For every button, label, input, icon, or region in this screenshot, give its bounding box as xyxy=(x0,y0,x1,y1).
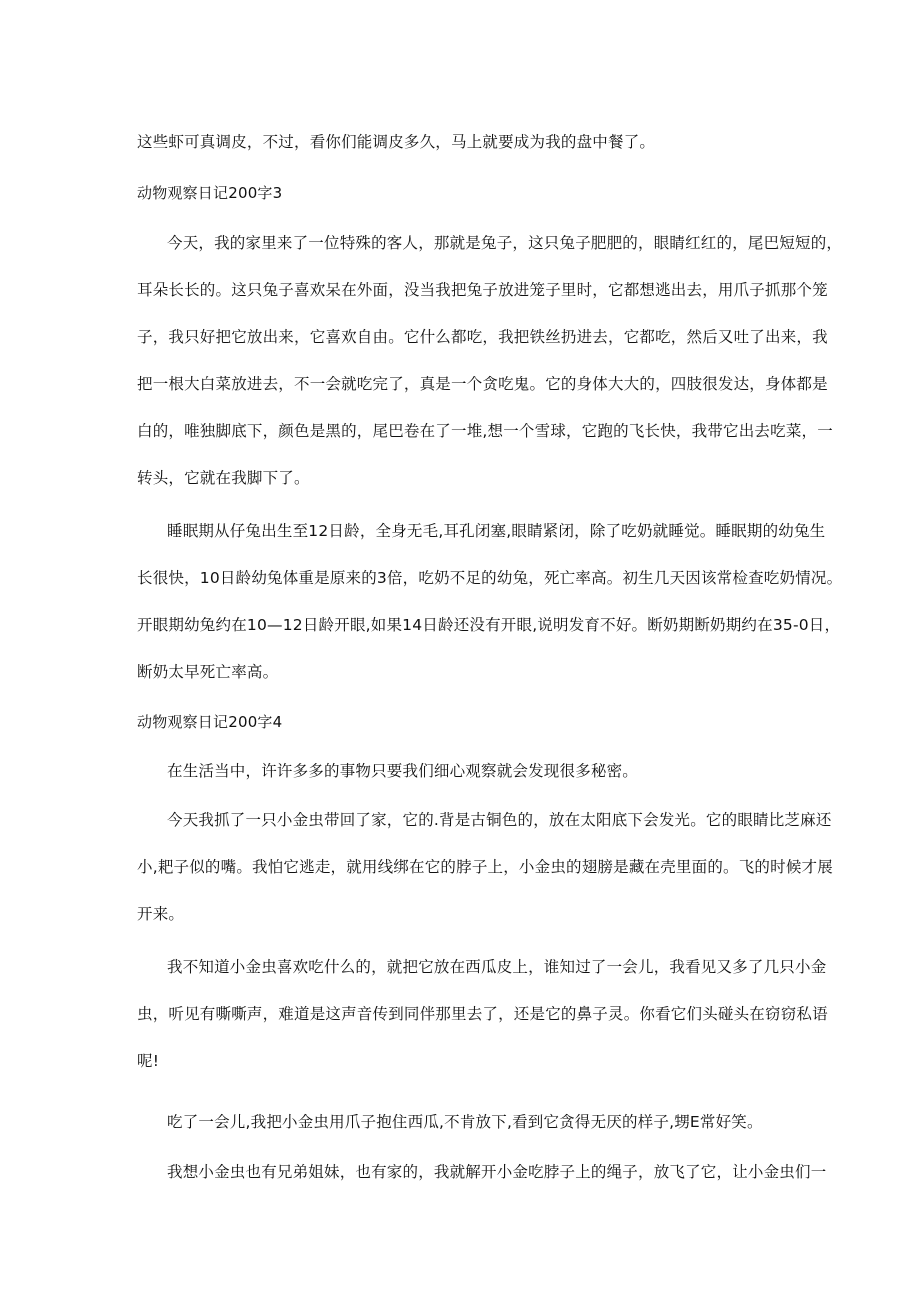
section-3-paragraph-1-line-2: 耳朵长长的。这只兔子喜欢呆在外面，没当我把兔子放进笼子里时，它都想逃出去，用爪子抓那个笼 xyxy=(137,281,828,299)
section-3-paragraph-1-line-1: 今天，我的家里来了一位特殊的客人，那就是兔子，这只兔子肥肥的，眼睛红红的，尾巴短短的， xyxy=(167,234,843,252)
section-3-paragraph-2-line-1: 睡眠期从仔兔出生至12日龄，全身无毛,耳孔闭塞,眼睛紧闭，除了吃奶就睡觉。睡眠期的幼兔生 xyxy=(167,522,826,540)
section-4-title: 动物观察日记200字4 xyxy=(137,713,283,731)
section-4-paragraph-3-line-2: 虫，听见有嘶嘶声，难道是这声音传到同伴那里去了，还是它的鼻子灵。你看它们头碰头在窃窃私语 xyxy=(137,1005,828,1023)
section-3-paragraph-1-line-4: 把一根大白菜放进去，不一会就吃完了，真是一个贪吃鬼。它的身体大大的，四肢很发达，身体都是 xyxy=(137,375,828,393)
section-3-paragraph-2-line-2: 长很快，10日龄幼兔体重是原来的3倍，吃奶不足的幼兔，死亡率高。初生几天因该常检查吃奶情况。 xyxy=(137,569,843,587)
section-3-paragraph-1-line-6: 转头，它就在我脚下了。 xyxy=(137,469,310,487)
section-4-paragraph-1: 在生活当中，许许多多的事物只要我们细心观察就会发现很多秘密。 xyxy=(167,762,639,780)
section-4-paragraph-4: 吃了一会儿,我把小金虫用爪子抱住西瓜,不肯放下,看到它贪得无厌的样子,甥E常好笑。 xyxy=(167,1113,763,1131)
section-3-paragraph-1-line-3: 子，我只好把它放出来，它喜欢自由。它什么都吃，我把铁丝扔进去，它都吃，然后又吐了出来，我 xyxy=(137,328,828,346)
section-4-paragraph-3-line-3: 呢! xyxy=(137,1052,160,1070)
section-4-paragraph-2-line-1: 今天我抓了一只小金虫带回了家，它的.背是古铜色的，放在太阳底下会发光。它的眼睛比芝麻还 xyxy=(167,811,832,829)
section-4-paragraph-2-line-2: 小,耙子似的嘴。我怕它逃走，就用线绑在它的脖子上，小金虫的翅膀是藏在壳里面的。飞的时候才展 xyxy=(137,858,833,876)
section-4-paragraph-5: 我想小金虫也有兄弟姐妹，也有家的，我就解开小金吃脖子上的绳子，放飞了它，让小金虫们一 xyxy=(167,1163,827,1181)
intro-line: 这些虾可真调皮，不过，看你们能调皮多久，马上就要成为我的盘中餐了。 xyxy=(137,133,656,151)
section-3-paragraph-1-line-5: 白的，唯独脚底下，颜色是黑的，尾巴卷在了一堆,想一个雪球，它跑的飞长快，我带它出去吃菜，一 xyxy=(137,422,833,440)
section-3-paragraph-2-line-3: 开眼期幼兔约在10—12日龄开眼,如果14日龄还没有开眼,说明发育不好。断奶期断奶期约在35-0日， xyxy=(137,616,841,634)
section-4-paragraph-2-line-3: 开来。 xyxy=(137,905,185,923)
section-4-paragraph-3-line-1: 我不知道小金虫喜欢吃什么的，就把它放在西瓜皮上，谁知过了一会儿，我看见又多了几只小金 xyxy=(167,958,827,976)
section-3-title: 动物观察日记200字3 xyxy=(137,184,283,202)
section-3-paragraph-2-line-4: 断奶太早死亡率高。 xyxy=(137,663,279,681)
